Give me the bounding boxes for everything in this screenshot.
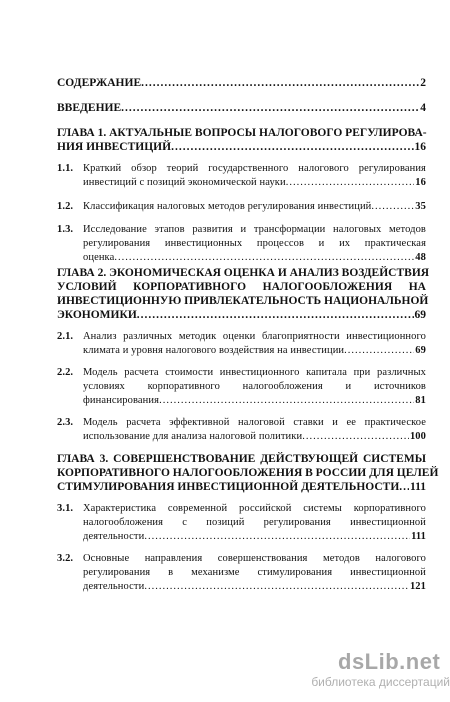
chapter-title-line: ИНВЕСТИЦИОННУЮ ПРИВЛЕКАТЕЛЬНОСТЬ НАЦИОНАЛЬНОЙ: [57, 295, 429, 307]
section-title-line: регулирования инвестиционных процессов и их практическая: [83, 238, 426, 249]
toc-page-number: 111: [410, 481, 426, 493]
chapter-title-line: КОРПОРАТИВНОГО НАЛОГООБЛОЖЕНИЯ В РОССИИ ДЛЯ ЦЕЛЕЙ: [57, 467, 439, 479]
toc-page-number: 121: [409, 581, 426, 592]
toc-entry-contents[interactable]: [57, 76, 426, 90]
section-number: 1.1.: [57, 163, 74, 174]
chapter-title-line: СТИМУЛИРОВАНИЯ ИНВЕСТИЦИОННОЙ ДЕЯТЕЛЬНОСТИ: [57, 481, 400, 493]
toc-page-number: 69: [415, 345, 426, 356]
chapter-title-line: УСЛОВИЙ КОРПОРАТИВНОГО НАЛОГООБЛОЖЕНИЯ НА: [57, 281, 426, 293]
section-title-line: финансирования: [83, 395, 160, 406]
section-title-line: Исследование этапов развития и трансформации налоговых методов: [83, 224, 426, 235]
toc-title: СОДЕРЖАНИЕ: [57, 77, 142, 89]
toc-chapter-1[interactable]: [57, 126, 426, 154]
section-number: 1.2.: [57, 201, 74, 212]
toc-section-3-1[interactable]: [57, 502, 426, 544]
toc-section-1-2[interactable]: [57, 200, 426, 214]
toc-page-number: 69: [414, 309, 426, 321]
toc-page-number: 48: [415, 252, 426, 263]
chapter-title-line: ГЛАВА 2. ЭКОНОМИЧЕСКАЯ ОЦЕНКА И АНАЛИЗ ВОЗДЕЙСТВИЯ: [57, 267, 430, 279]
toc-section-2-3[interactable]: [57, 416, 426, 444]
section-number: 2.2.: [57, 367, 74, 378]
toc-page-number: 4: [420, 102, 426, 114]
toc-page-number: 16: [415, 177, 426, 188]
section-title-line: использование для анализа налоговой политики: [83, 431, 303, 442]
watermark: [311, 649, 450, 697]
section-title-line: условиях корпоративного налогообложения и источников: [83, 381, 426, 392]
toc-entry-intro[interactable]: [57, 101, 426, 115]
section-title-line: Классификация налоговых методов регулирования инвестиций: [83, 201, 372, 212]
section-number: 2.3.: [57, 417, 74, 428]
section-title-line: налогообложения с позиций регулирования инвестиционной: [83, 517, 426, 528]
section-title-line: Краткий обзор теорий государственного налогового регулирования: [83, 163, 426, 174]
section-number: 3.2.: [57, 553, 74, 564]
section-title-line: Характеристика современной российской системы корпоративного: [83, 503, 426, 514]
section-title-line: Анализ различных методик оценки благоприятности инвестиционного: [83, 331, 426, 342]
toc-section-1-1[interactable]: [57, 162, 426, 190]
chapter-title-line: ЭКОНОМИКИ: [57, 309, 137, 321]
chapter-title-line: НИЯ ИНВЕСТИЦИЙ: [57, 141, 172, 153]
toc-page-number: 35: [415, 201, 426, 212]
toc-chapter-3[interactable]: [57, 452, 439, 494]
toc-section-2-2[interactable]: [57, 366, 426, 408]
watermark-logo: dsLib.net: [338, 649, 441, 674]
section-title-line: деятельности: [83, 531, 145, 542]
toc-section-2-1[interactable]: [57, 330, 426, 358]
toc-title: ВВЕДЕНИЕ: [57, 102, 122, 114]
section-title-line: регулирования в механизме стимулирования инвестиционной: [83, 567, 426, 578]
toc-page-number: 100: [409, 431, 426, 442]
section-title-line: Модель расчета стоимости инвестиционного капитала при различных: [83, 367, 426, 378]
toc-page-number: 2: [420, 77, 426, 89]
toc-section-3-2[interactable]: [57, 552, 426, 594]
section-title-line: Модель расчета эффективной налоговой ставки и ее практическое: [83, 417, 426, 428]
toc-page-number: 111: [411, 531, 426, 542]
section-title-line: деятельности: [83, 581, 145, 592]
section-number: 3.1.: [57, 503, 74, 514]
section-title-line: Основные направления совершенствования методов налогового: [83, 553, 426, 564]
watermark-subtitle: библиотека диссертаций: [311, 675, 450, 689]
chapter-title-line: ГЛАВА 1. АКТУАЛЬНЫЕ ВОПРОСЫ НАЛОГОВОГО РЕГУЛИРОВА-: [57, 127, 427, 139]
toc-section-1-3[interactable]: [57, 223, 426, 265]
toc-chapter-2[interactable]: [57, 266, 430, 322]
section-number: 2.1.: [57, 331, 74, 342]
section-number: 1.3.: [57, 224, 74, 235]
section-title-line: климата и уровня налогового воздействия на инвестиции: [83, 345, 345, 356]
section-title-line: инвестиций с позиций экономической науки: [83, 177, 286, 188]
section-title-line: оценка: [83, 252, 115, 263]
toc-page-number: 81: [415, 395, 426, 406]
toc-page-number: 16: [414, 141, 426, 153]
chapter-title-line: ГЛАВА 3. СОВЕРШЕНСТВОВАНИЕ ДЕЙСТВУЮЩЕЙ СИСТЕМЫ: [57, 453, 426, 465]
